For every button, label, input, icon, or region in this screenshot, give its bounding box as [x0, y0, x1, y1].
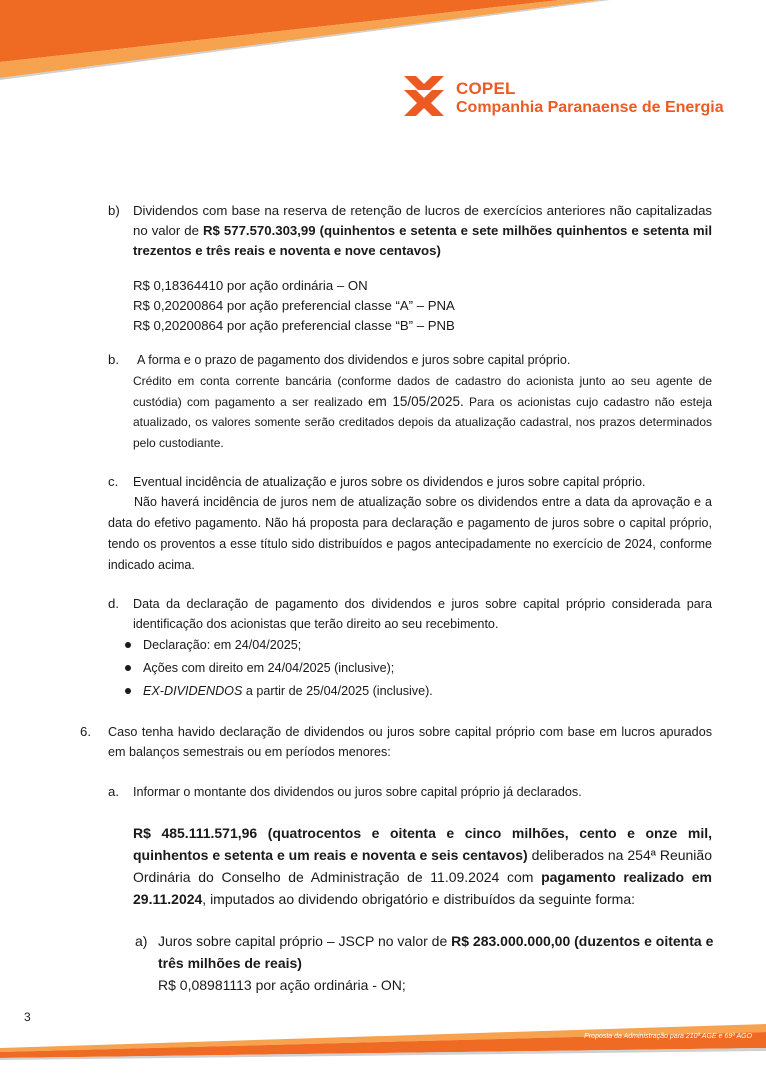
item-6a-text-1: deliberados na 254ª Reunião Ordinária do Conselho de Administração de 11.09.2024 com — [133, 847, 712, 885]
page-number: 3 — [24, 1010, 31, 1024]
item-c-body: Não haverá incidência de juros nem de atualização sobre os dividendos entre a data da aprovação e a data do efetivo pagamento. Não há proposta para declaração e pagamento de juros sobre o capital próprio, tendo os proventos a esse título sido distribuídos e pagos antecipadamente no exercício de 2024, conforme indicado acima. — [108, 495, 712, 572]
item-b-body-lead: Crédito em conta corrente bancária (conforme dados de cadastro do acionista junto ao seu agente de custódia) com pagamento a ser realizado — [133, 374, 712, 409]
item-d-bullet-3-italic: EX-DIVIDENDOS — [143, 684, 243, 698]
item-d-bullet-1: Declaração: em 24/04/2025; — [143, 638, 302, 652]
copel-logo-icon — [402, 74, 446, 118]
item-d-bullet-3-rest: a partir de 25/04/2025 (inclusive). — [242, 684, 433, 698]
item-6a-payment: pagamento realizado em 29.11.2024 — [133, 869, 712, 907]
item-c-marker: c. — [108, 474, 119, 489]
bullet-dot — [125, 642, 131, 648]
footer-caption: Proposta da Administração para 210ª AGE e 69ª AGO — [584, 1033, 752, 1040]
item-6a-marker: a. — [108, 784, 119, 799]
item-c-heading: Eventual incidência de atualização e juros sobre os dividendos e juros sobre capital próprio. — [133, 475, 646, 489]
item-b-upper-text — [133, 201, 712, 261]
item-b-upper-lead: Dividendos com base na reserva de retenção de lucros de exercícios anteriores não capitalizadas no valor de — [133, 203, 712, 238]
item-b-upper-amount: R$ 577.570.303,99 (quinhentos e setenta e sete milhões quinhentos e setenta mil trezentos e três reais e noventa e nove centavos) — [133, 223, 712, 258]
item-d-heading: Data da declaração de pagamento dos dividendos e juros sobre capital próprio considerada para identificação dos acionistas que terão direito ao seu recebimento. — [133, 597, 712, 631]
item-6-marker: 6. — [80, 724, 91, 739]
item-b-upper-value-1: R$ 0,18364410 por ação ordinária – ON — [133, 278, 368, 293]
footer-stripes — [0, 1018, 766, 1084]
item-b-marker: b. — [108, 352, 119, 367]
item-b-upper-value-3: R$ 0,20200864 por ação preferencial classe “B” – PNB — [133, 318, 455, 333]
item-6a-amount: R$ 485.111.571,96 (quatrocentos e oitenta e cinco milhões, cento e onze mil, quinhentos e setenta e um reais e noventa e seis centavos) — [133, 825, 712, 863]
header-stripes — [0, 0, 766, 80]
item-d-marker: d. — [108, 596, 119, 611]
item-6a-a-text — [158, 930, 714, 974]
item-6a-text-2: , imputados ao dividendo obrigatório e distribuídos da seguinte forma: — [202, 891, 636, 907]
item-6a-a-marker: a) — [135, 933, 148, 949]
item-6a-paragraph — [133, 822, 712, 910]
item-6a-a-lead: Juros sobre capital próprio – JSCP no valor de — [158, 933, 452, 949]
item-d-bullet-2: Ações com direito em 24/04/2025 (inclusive); — [143, 661, 395, 675]
company-name — [456, 79, 724, 117]
company-full: Companhia Paranaense de Energia — [456, 99, 724, 116]
bullet-dot — [125, 665, 131, 671]
item-b-body-date: em 15/05/2025. — [367, 393, 464, 409]
item-6a-a-amount: R$ 283.000.000,00 (duzentos e oitenta e três milhões de reais) — [158, 933, 714, 971]
bullet-dot — [125, 688, 131, 694]
company-short: COPEL — [456, 79, 516, 98]
item-6a-a-value: R$ 0,08981113 por ação ordinária - ON; — [158, 977, 406, 993]
item-b-body-rest: Para os acionistas cujo cadastro não esteja atualizado, os valores somente serão creditados depois da atualização cadastral, nos prazos determinados pelo custodiante. — [133, 394, 712, 450]
item-d-bullet-3 — [143, 681, 433, 701]
item-6-text: Caso tenha havido declaração de dividendos ou juros sobre capital próprio com base em lucros apurados em balanços semestrais ou em períodos menores: — [108, 725, 712, 759]
item-b-upper-value-2: R$ 0,20200864 por ação preferencial classe “A” – PNA — [133, 298, 455, 313]
item-b-heading: A forma e o prazo de pagamento dos dividendos e juros sobre capital próprio. — [137, 353, 571, 367]
item-b-body — [133, 371, 712, 453]
item-b-upper-marker: b) — [108, 203, 120, 218]
item-6a-heading: Informar o montante dos dividendos ou juros sobre capital próprio já declarados. — [133, 785, 582, 799]
